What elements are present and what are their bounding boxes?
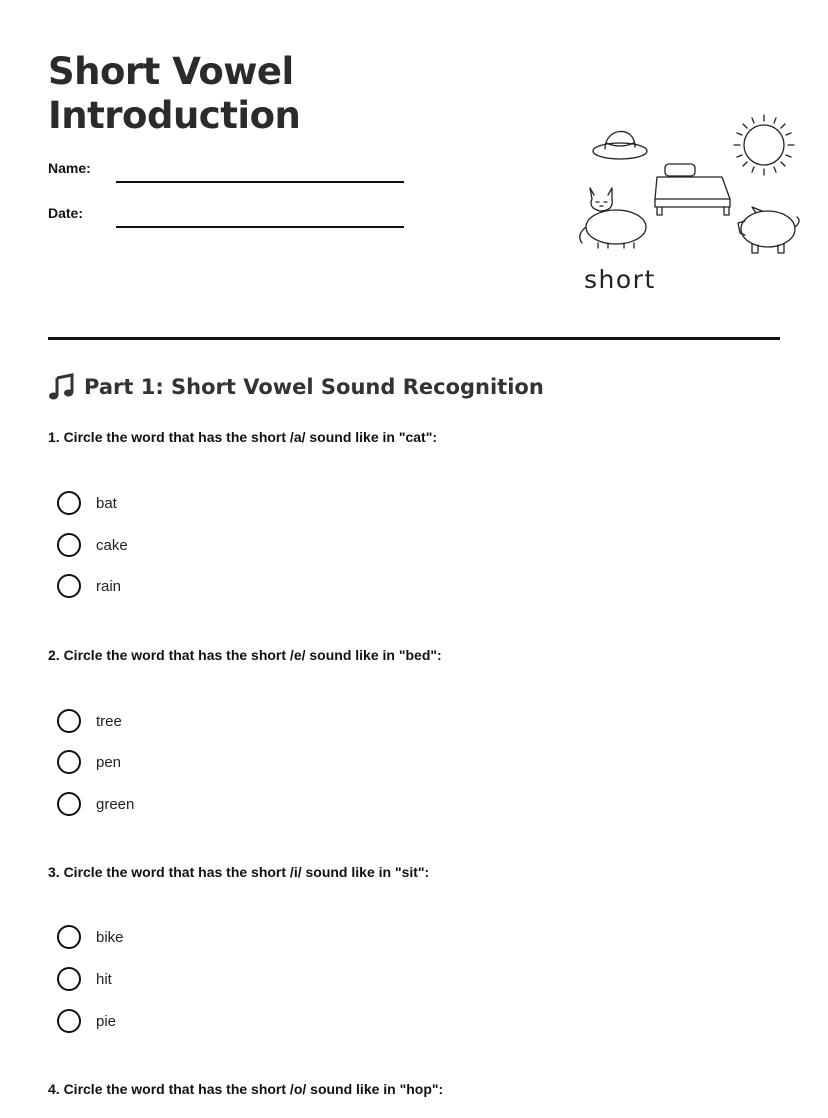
radio-button[interactable] bbox=[57, 750, 81, 774]
name-field[interactable] bbox=[116, 181, 404, 183]
title-line-1: Short Vowel bbox=[48, 50, 294, 93]
section-divider bbox=[48, 337, 780, 340]
music-note-icon bbox=[48, 373, 74, 401]
option-label: cake bbox=[96, 536, 128, 554]
part1-heading-text: Part 1: Short Vowel Sound Recognition bbox=[84, 375, 544, 399]
q2-option-1[interactable] bbox=[57, 708, 122, 734]
q1-option-3[interactable] bbox=[57, 573, 121, 599]
radio-button[interactable] bbox=[57, 967, 81, 991]
q1-option-2[interactable] bbox=[57, 532, 128, 558]
title-line-2: Introduction bbox=[48, 94, 301, 137]
date-label: Date: bbox=[48, 205, 84, 221]
question-1: 1. Circle the word that has the short /a/ sound like in "cat": bbox=[48, 429, 438, 445]
radio-button[interactable] bbox=[57, 792, 81, 816]
hat-icon bbox=[593, 131, 647, 159]
worksheet-header bbox=[48, 0, 780, 340]
option-label: tree bbox=[96, 712, 122, 730]
option-label: hit bbox=[96, 970, 112, 988]
option-label: pen bbox=[96, 753, 122, 771]
radio-button[interactable] bbox=[57, 709, 81, 733]
image-caption: short bbox=[584, 265, 656, 294]
q2-option-2[interactable] bbox=[57, 749, 121, 775]
radio-button[interactable] bbox=[57, 1009, 81, 1033]
option-label: bike bbox=[96, 928, 124, 946]
page-title bbox=[48, 50, 300, 138]
option-label: green bbox=[96, 795, 135, 813]
radio-button[interactable] bbox=[57, 491, 81, 515]
date-field[interactable] bbox=[116, 226, 404, 228]
q2-option-3[interactable] bbox=[57, 791, 134, 817]
q3-option-1[interactable] bbox=[57, 924, 124, 950]
question-2: 2. Circle the word that has the short /e/ sound like in "bed": bbox=[48, 647, 442, 663]
illustration-drawing bbox=[526, 105, 816, 265]
option-label: rain bbox=[96, 577, 122, 595]
option-label: pie bbox=[96, 1012, 117, 1030]
radio-button[interactable] bbox=[57, 574, 81, 598]
radio-button[interactable] bbox=[57, 533, 81, 557]
pig-icon bbox=[738, 207, 799, 253]
cat-icon bbox=[580, 188, 646, 248]
question-4: 4. Circle the word that has the short /o/ sound like in "hop": bbox=[48, 1081, 444, 1097]
question-3: 3. Circle the word that has the short /i/ sound like in "sit": bbox=[48, 864, 430, 880]
q3-option-3[interactable] bbox=[57, 1008, 116, 1034]
q1-option-1[interactable] bbox=[57, 490, 117, 516]
sun-icon bbox=[734, 115, 794, 175]
q3-option-2[interactable] bbox=[57, 966, 112, 992]
bed-icon bbox=[655, 164, 730, 215]
option-label: bat bbox=[96, 494, 117, 512]
short-vowel-illustration bbox=[526, 105, 816, 305]
part1-heading bbox=[48, 373, 544, 401]
name-label: Name: bbox=[48, 160, 91, 176]
radio-button[interactable] bbox=[57, 925, 81, 949]
